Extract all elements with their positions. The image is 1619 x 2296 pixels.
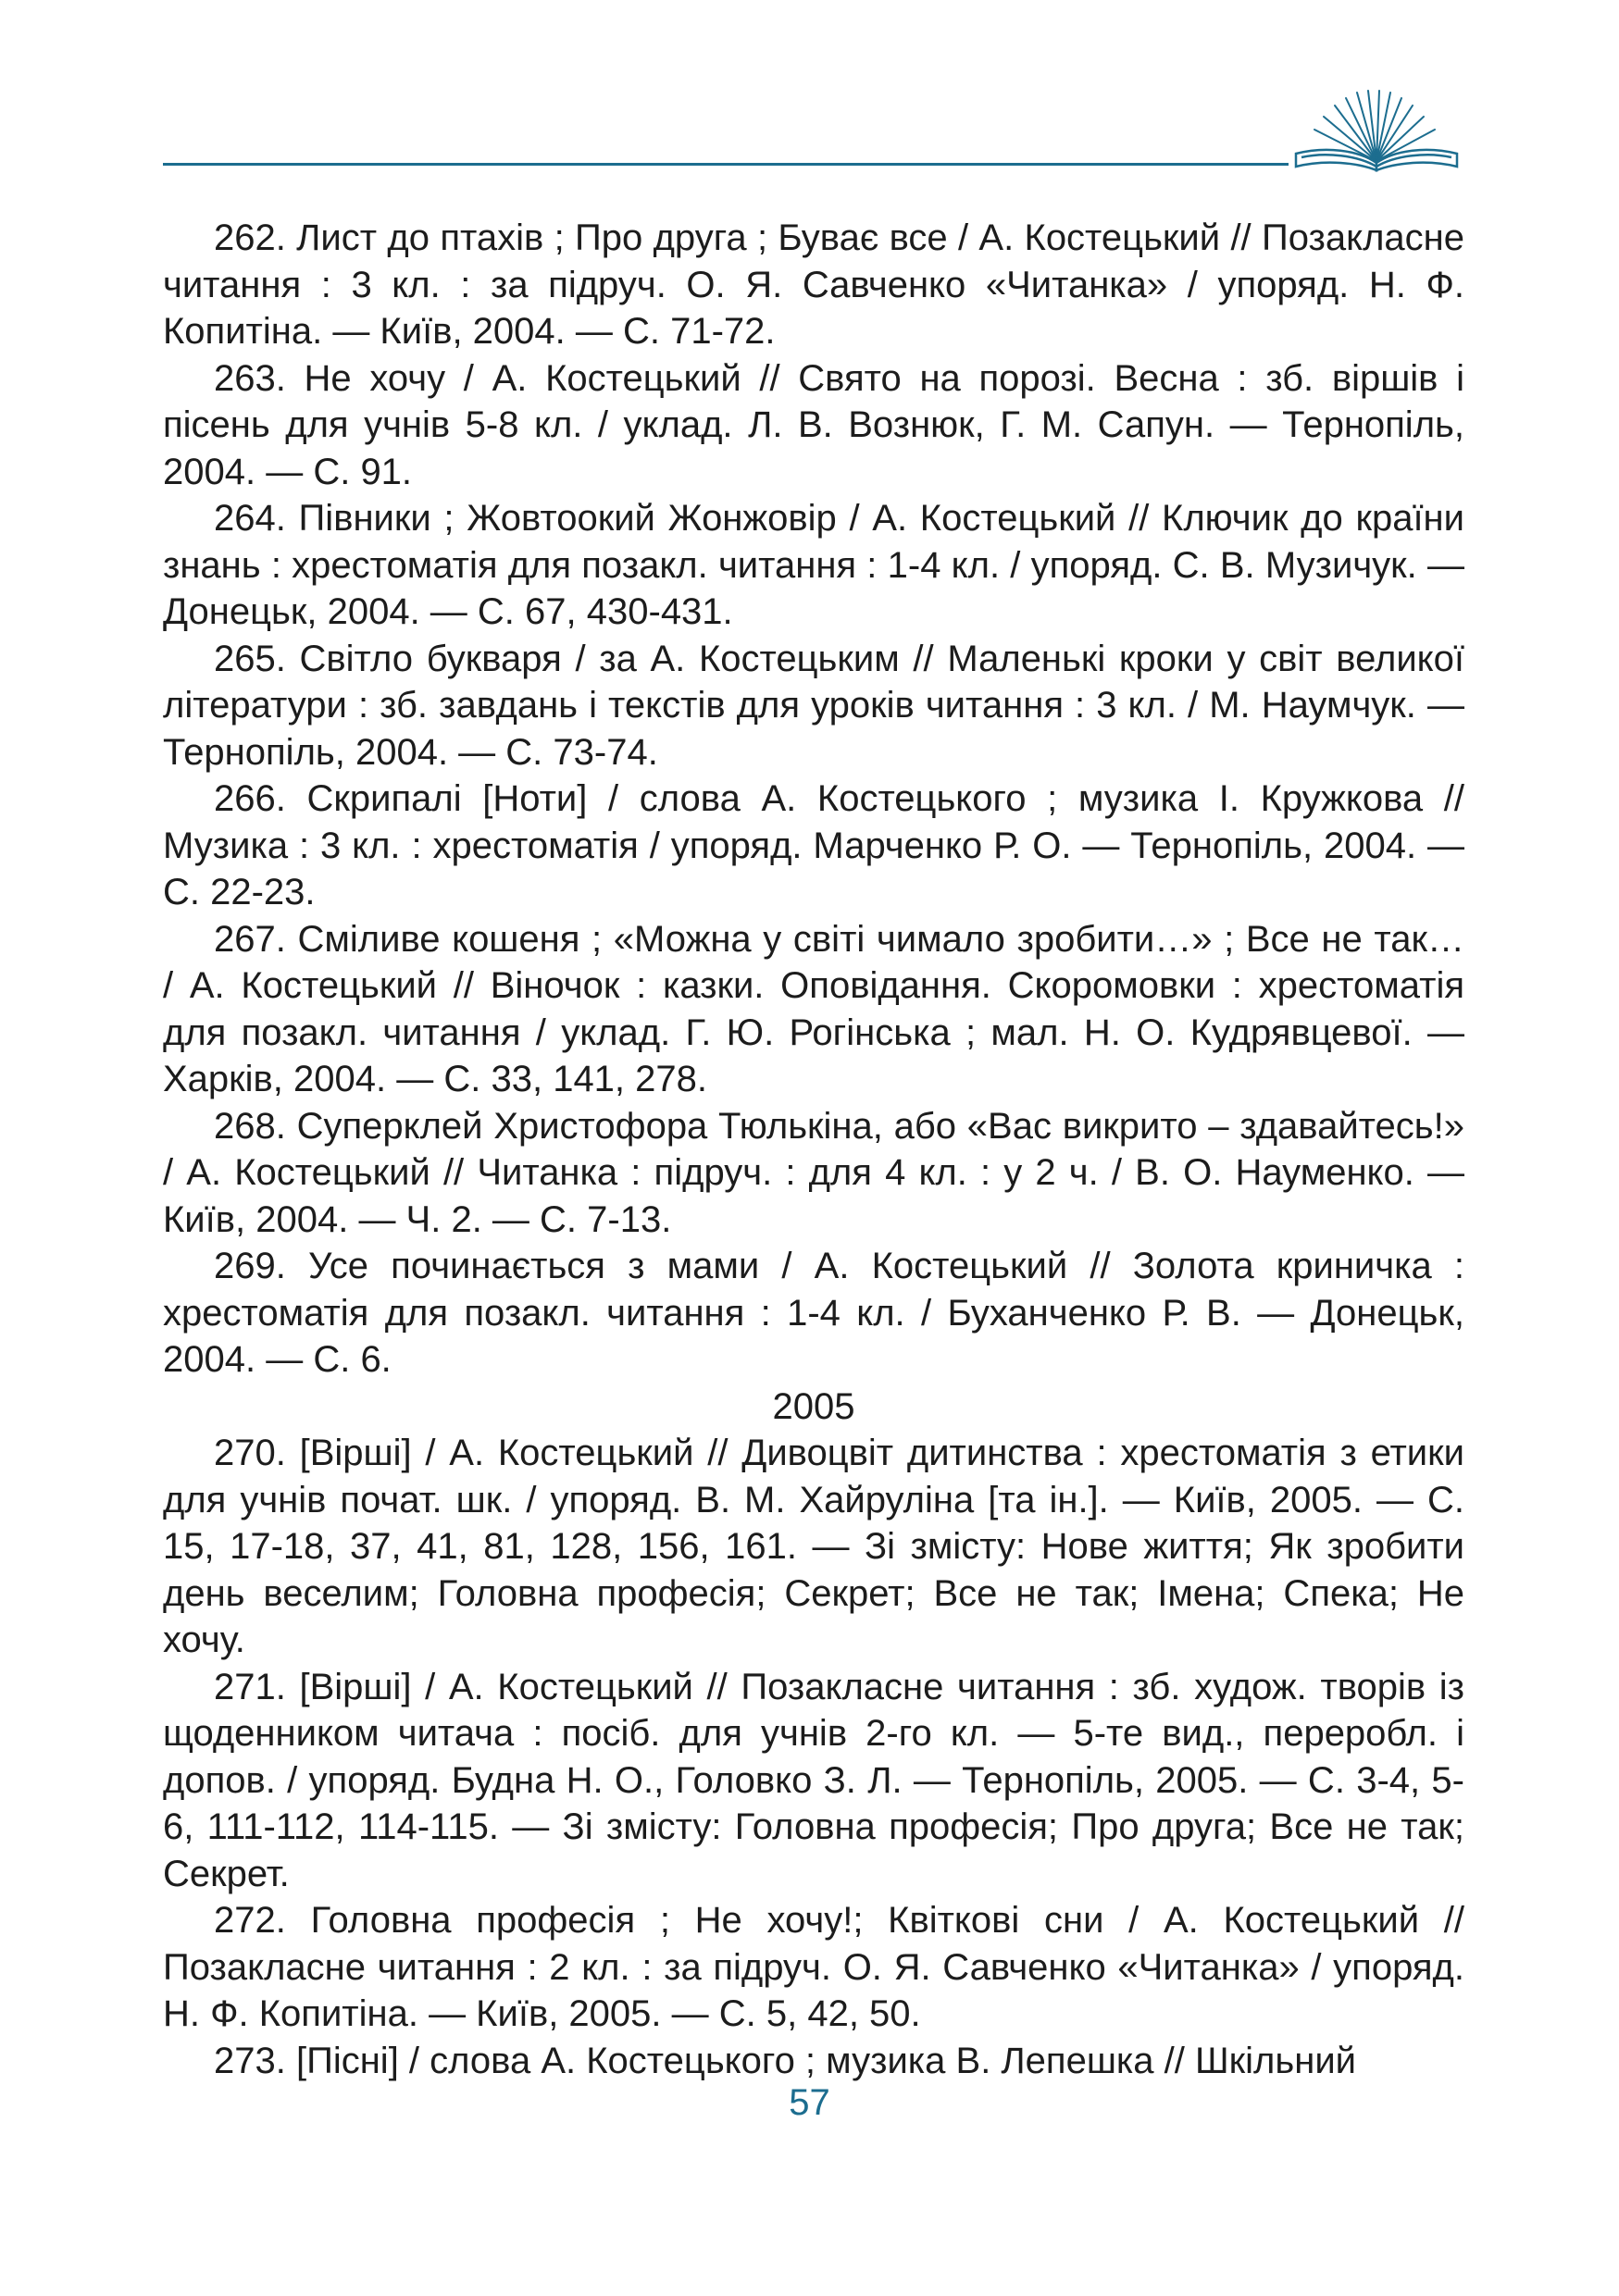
entry-266: 266. Скрипалі [Ноти] / слова А. Костецького ; музика І. Кружкова // Музика : 3 кл. : хрестоматія / упоряд. Марченко Р. О. — Тернопіль, 2004. — С. 22-23. xyxy=(163,778,1464,912)
entry-267: 267. Сміливе кошеня ; «Можна у світі чимало зробити…» ; Все не так… / А. Костецький // Віночок : казки. Оповідання. Скоромовки : хрестоматія для позакл. читання / уклад. Г. Ю. Рогінська ; мал. Н. О. Кудрявцевої. — Харків, 2004. — С. 33, 141, 278. xyxy=(163,918,1464,1099)
entry-270: 270. [Вірші] / А. Костецький // Дивоцвіт дитинства : хрестоматія з етики для учнів почат. шк. / упоряд. В. М. Хайруліна [та ін.]. — Київ, 2005. — С. 15, 17-18, 37, 41, 81, 128, 156, 161. — Зі змісту: Нове життя; Як зробити день веселим; Головна професія; Секрет; Все не так; Імена; Спека; Не хочу. xyxy=(163,1433,1464,1660)
year-heading: 2005 xyxy=(772,1385,855,1427)
entry-262: 262. Лист до птахів ; Про друга ; Буває все / А. Костецький // Позакласне читання : 3 кл. : за підруч. О. Я. Савченко «Читанка» / упоряд. Н. Ф. Копитіна. — Київ, 2004. — С. 71-72. xyxy=(163,217,1464,352)
page-number: 57 xyxy=(789,2082,830,2123)
entry-271: 271. [Вірші] / А. Костецький // Позакласне читання : зб. худож. творів із щоденником читача : посіб. для учнів 2-го кл. — 5-те вид., переробл. і допов. / упоряд. Будна Н. О., Головко З. Л. — Тернопіль, 2005. — С. 3-4, 5-6, 111-112, 114-115. — Зі змісту: Головна професія; Про друга; Все не так; Секрет. xyxy=(163,1666,1464,1894)
entry-263: 263. Не хочу / А. Костецький // Свято на порозі. Весна : зб. віршів і пісень для учнів 5-8 кл. / уклад. Л. В. Вознюк, Г. М. Сапун. — Тернопіль, 2004. — С. 91. xyxy=(163,357,1464,492)
bibliography-list xyxy=(163,215,1464,2084)
entry-272: 272. Головна професія ; Не хочу!; Квіткові сни / А. Костецький // Позакласне читання : 2 кл. : за підруч. О. Я. Савченко «Читанка» / упоряд. Н. Ф. Копитіна. — Київ, 2005. — С. 5, 42, 50. xyxy=(163,1900,1464,2034)
entry-265: 265. Світло букваря / за А. Костецьким // Маленькі кроки у світ великої літератури : зб. завдань і текстів для уроків читання : 3 кл. / М. Наумчук. — Тернопіль, 2004. — С. 73-74. xyxy=(163,638,1464,773)
entry-273: 273. [Пісні] / слова А. Костецького ; музика В. Лепешка // Шкільний xyxy=(214,2040,1357,2081)
open-book-icon xyxy=(1289,89,1464,174)
entry-268: 268. Суперклей Христофора Тюлькіна, або «Вас викрито – здавайтесь!» / А. Костецький // Читанка : підруч. : для 4 кл. : у 2 ч. / В. О. Науменко. — Київ, 2004. — Ч. 2. — С. 7-13. xyxy=(163,1105,1464,1240)
header-rule xyxy=(163,163,1289,166)
entry-264: 264. Півники ; Жовтоокий Жонжовір / А. Костецький // Ключик до країни знань : хрестоматія для позакл. читання : 1-4 кл. / упоряд. С. В. Музичук. — Донецьк, 2004. — С. 67, 430-431. xyxy=(163,498,1464,632)
entry-269: 269. Усе починається з мами / А. Костецький // Золота криничка : хрестоматія для позакл. читання : 1-4 кл. / Буханченко Р. В. — Донецьк, 2004. — С. 6. xyxy=(163,1246,1464,1380)
